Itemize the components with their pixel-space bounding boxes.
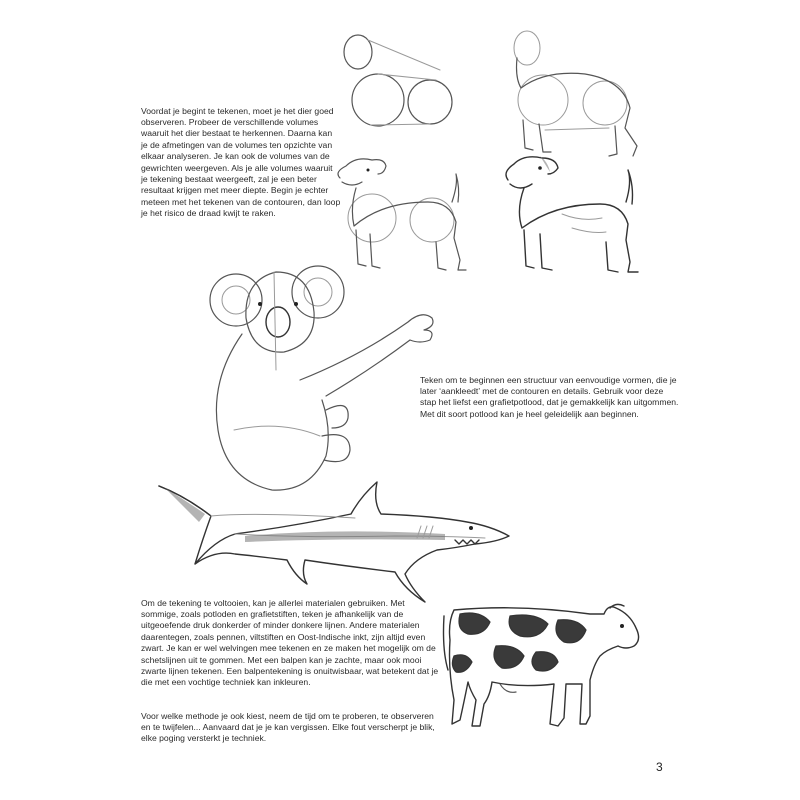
dog-sketch-step-2: [505, 28, 655, 158]
structure-paragraph: Teken om te beginnen een structuur van eenvoudige vormen, die je later ‘aankleedt’ met de contouren en details. Gebruik voor deze stap het liefst een grafietpotlood, dat je gemakkelijk kan uitgommen. Met dit soort potlood kan je heel geleidelijk aan beginnen.: [420, 374, 679, 419]
materials-paragraph: Om de tekening te voltooien, kan je allerlei materialen gebruiken. Met sommige, zoals potloden en grafietstiften, teken je afhankelijk van de uitgeoefende druk donkerder of minder donkere lijnen. Andere materialen daarentegen, zoals pennen, viltstiften en Oost-Indische inkt, zijn altijd even zwart. Je kan er wel welvingen mee tekenen en ze maken het mogelijk om de schetslijnen uit te gommen. Met een balpen kan je zachte, maar ook mooi zwarte lijnen tekenen. Een balpentekening is onuitwisbaar, wat betekent dat je die met een vochtige techniek kan inkleuren.: [141, 597, 439, 688]
page-number: 3: [656, 760, 663, 774]
cow-sketch: [440, 600, 650, 740]
dog-sketch-step-4: [502, 152, 652, 287]
intro-paragraph: Voordat je begint te tekenen, moet je het dier goed observeren. Probeer de verschillende volumes waaruit het dier bestaat te herkennen. Daarna kan je de afmetingen van de volumes ten opzichte van elkaar analyseren. Je kan ook de volumes van de gewrichten weergeven. Als je alle volumes waaruit je tekening bestaat weergeeft, zal je een beter resultaat krijgen met meer diepte. Begin je echter meteen met het tekenen van de contouren, dan loop je het risico de draad kwijt te raken.: [141, 105, 341, 219]
koala-sketch: [200, 260, 445, 500]
method-paragraph: Voor welke methode je ook kiest, neem de tijd om te proberen, te observeren en te twijfelen... Aanvaard dat je je kan vergissen. Elke fout verscherpt je blik, elke poging versterkt je techniek.: [141, 710, 435, 744]
shark-sketch: [155, 478, 515, 603]
dog-sketch-step-1: [340, 30, 480, 140]
